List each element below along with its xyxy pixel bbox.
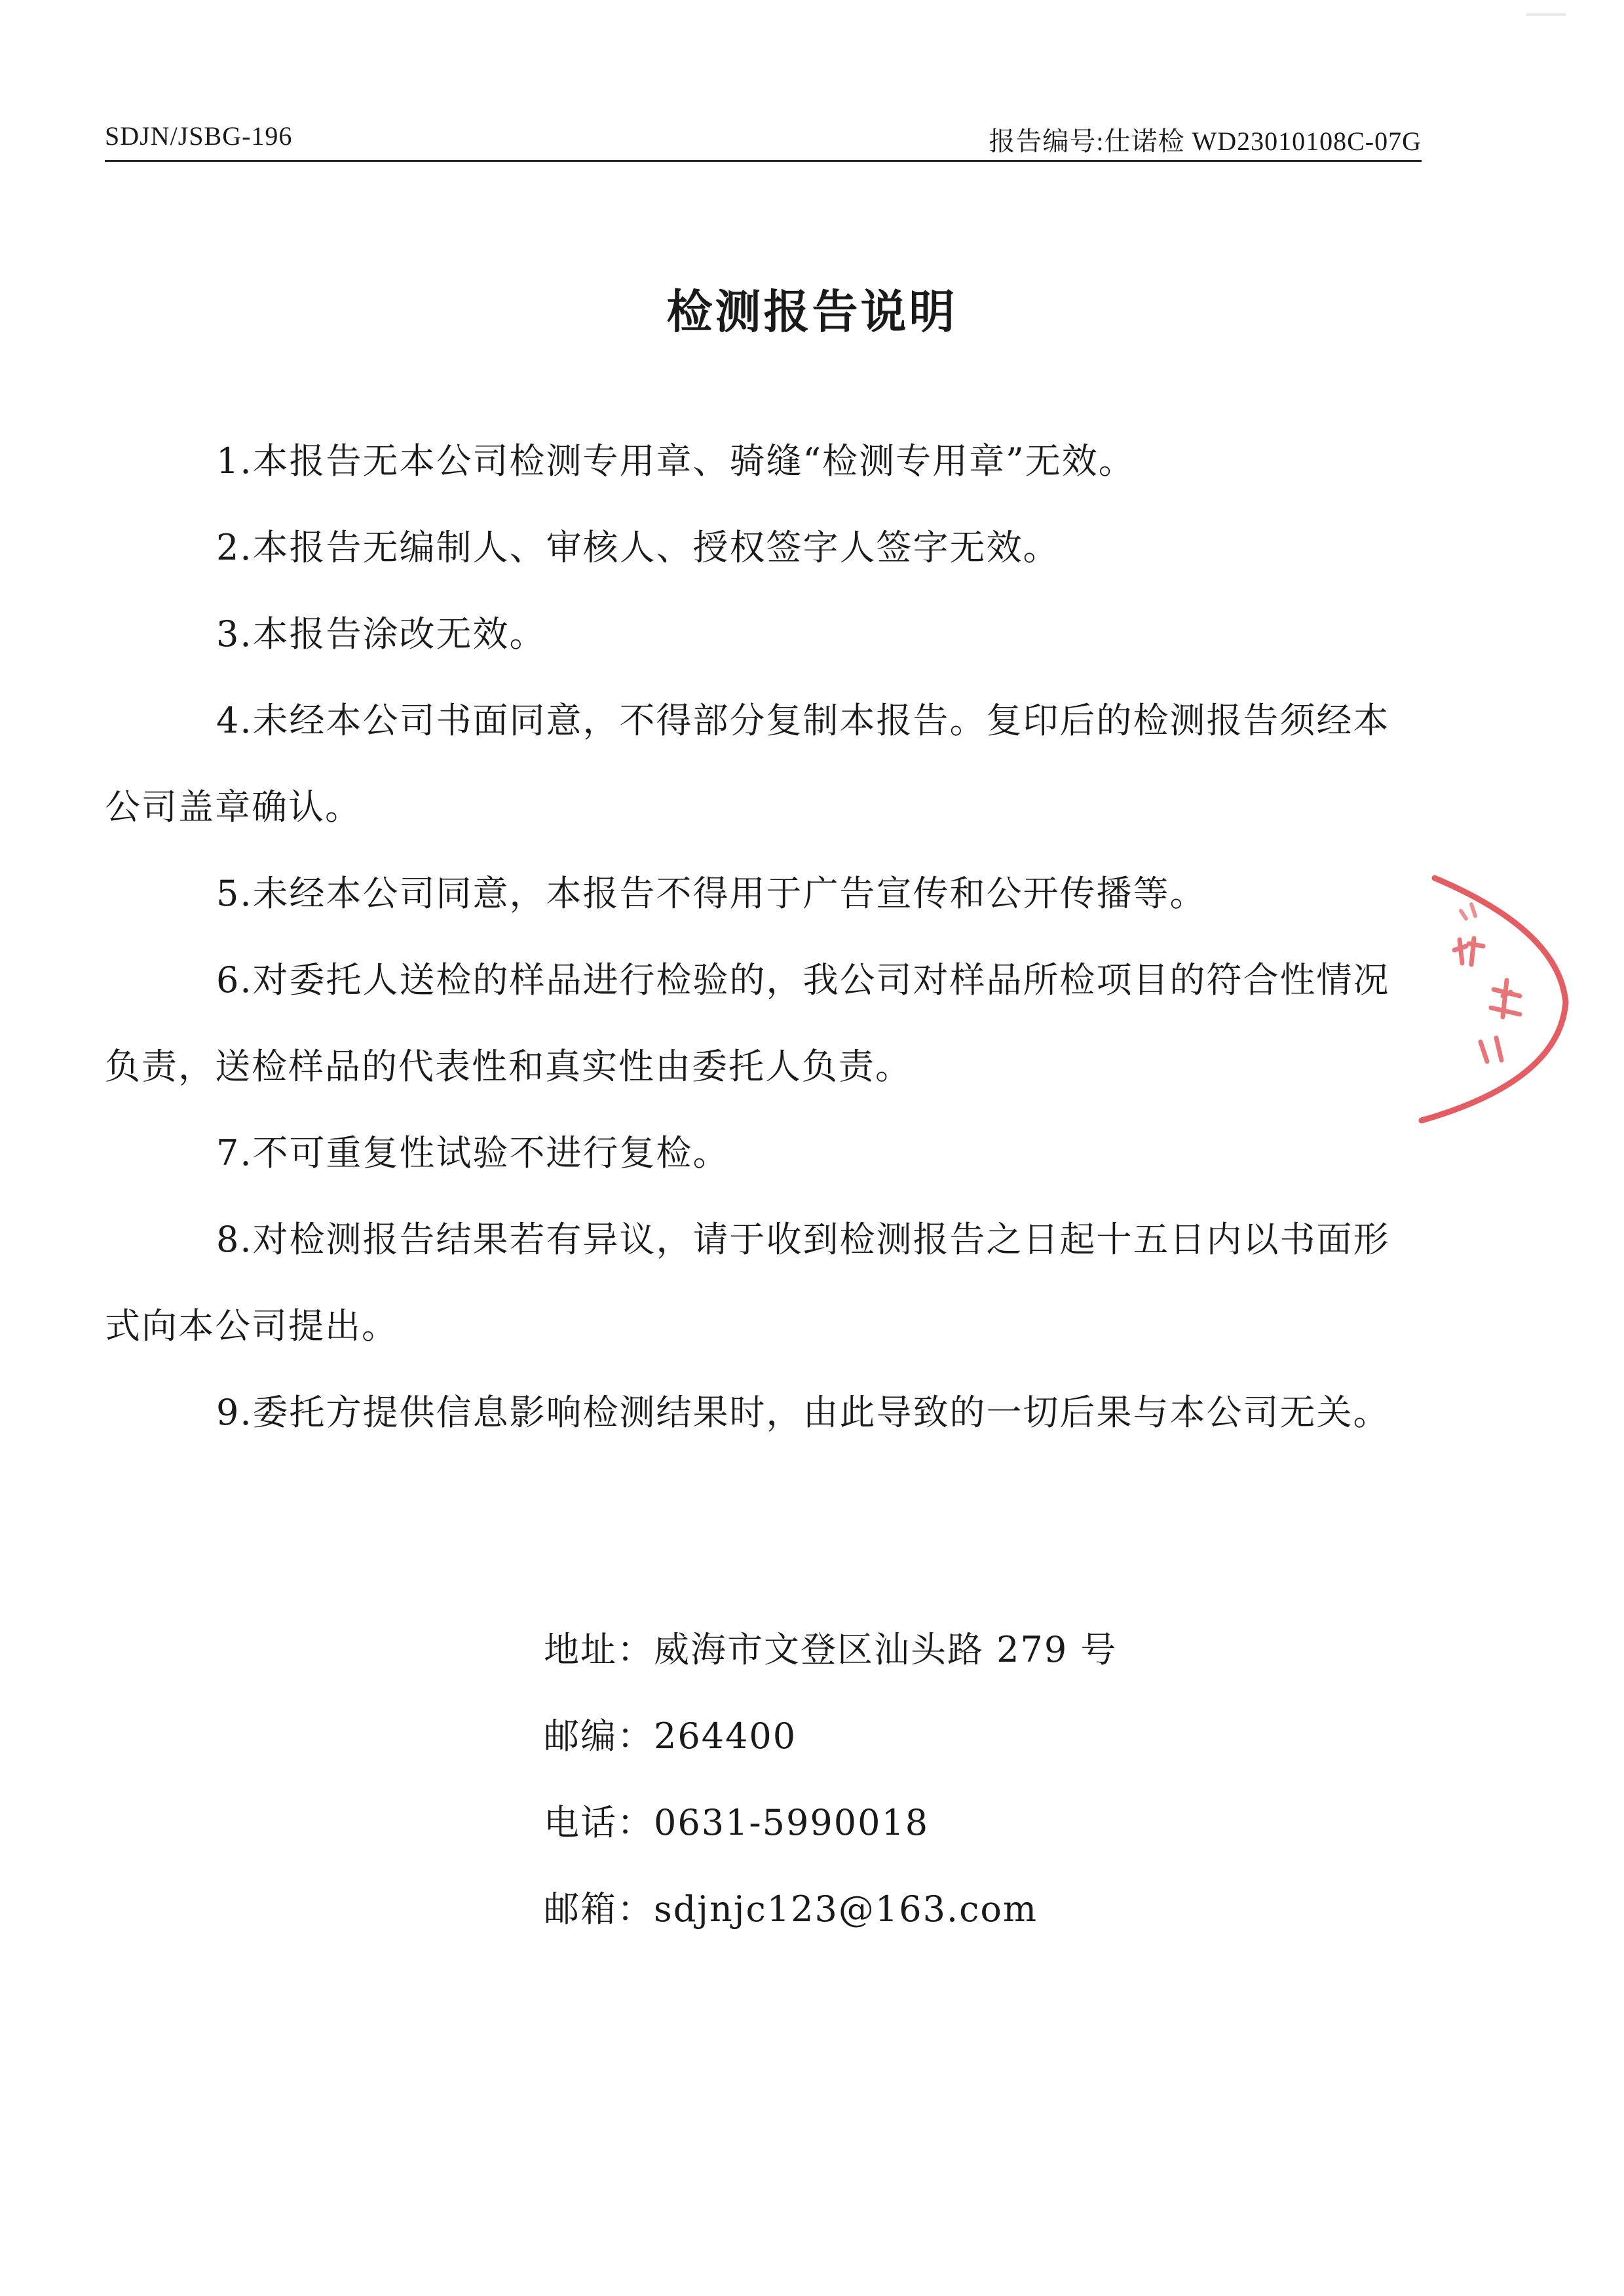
document-code: SDJN/JSBG-196 — [105, 121, 293, 151]
email-line: 邮箱：sdjnjc123@163.com — [544, 1888, 1038, 1930]
address-line: 地址：威海市文登区汕头路 279 号 — [544, 1629, 1118, 1670]
clause-item: 2.本报告无编制人、审核人、授权签字人签字无效。 — [216, 527, 1060, 568]
postcode-line: 邮编：264400 — [544, 1715, 797, 1757]
scan-mark — [1526, 13, 1566, 16]
clause-item: 4.未经本公司书面同意，不得部分复制本报告。复印后的检测报告须经本公司盖章确认。 — [105, 700, 1390, 828]
phone-line: 电话：0631-5990018 — [544, 1802, 930, 1843]
clause-item: 9.委托方提供信息影响检测结果时，由此导致的一切后果与本公司无关。 — [216, 1392, 1390, 1433]
clause-item: 5.未经本公司同意，本报告不得用于广告宣传和公开传播等。 — [216, 873, 1207, 914]
company-seal-icon — [1408, 852, 1624, 1140]
header-divider — [105, 160, 1422, 162]
report-number: 报告编号:仕诺检 WD23010108C-07G — [989, 126, 1422, 156]
contact-block — [544, 1607, 1117, 1953]
page-header — [105, 117, 1422, 156]
clause-item: 6.对委托人送检的样品进行检验的，我公司对样品所检项目的符合性情况负责，送检样品的代表性和真实性由委托人负责。 — [105, 959, 1390, 1087]
clause-item: 3.本报告涂改无效。 — [216, 613, 546, 655]
clause-item: 1.本报告无本公司检测专用章、骑缝“检测专用章”无效。 — [216, 440, 1135, 482]
clause-item: 7.不可重复性试验不进行复检。 — [216, 1132, 730, 1174]
page-title: 检测报告说明 — [666, 285, 958, 339]
clause-list — [105, 418, 1415, 1456]
clause-item: 8.对检测报告结果若有异议，请于收到检测报告之日起十五日内以书面形式向本公司提出。 — [105, 1219, 1390, 1347]
